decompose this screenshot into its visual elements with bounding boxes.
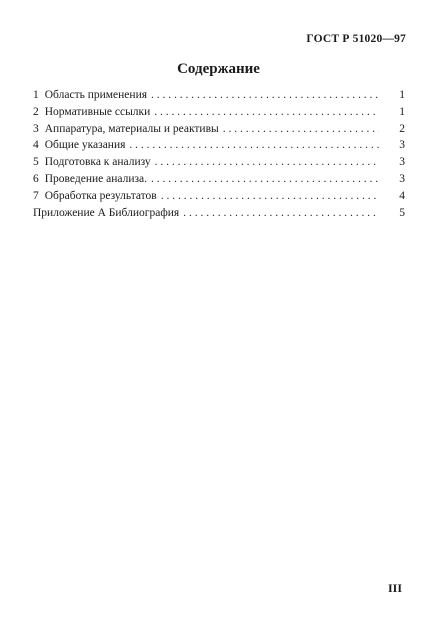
toc-entry-page: 1 bbox=[399, 105, 405, 118]
toc-entry-number: 6 bbox=[33, 172, 39, 185]
document-code: ГОСТ Р 51020—97 bbox=[306, 33, 406, 45]
toc-entry-4 bbox=[33, 139, 405, 156]
toc-dot-leader bbox=[155, 156, 379, 168]
toc-entry-title: Аппаратура, материалы и реактивы bbox=[44, 122, 219, 135]
toc-entry-5 bbox=[33, 156, 405, 173]
toc-entry-appendix bbox=[33, 207, 405, 224]
toc-entry-number: 2 bbox=[33, 105, 39, 118]
toc-entry-title: Общие указания bbox=[44, 139, 126, 152]
toc-dot-leader bbox=[183, 207, 379, 219]
toc-entry-page: 3 bbox=[399, 156, 405, 169]
toc-entry-3 bbox=[33, 123, 405, 140]
toc-entry-title: Обработка результатов bbox=[44, 189, 157, 202]
toc-entry-page: 5 bbox=[399, 206, 405, 219]
toc-entry-number: 7 bbox=[33, 189, 39, 202]
toc-entry-page: 3 bbox=[399, 172, 405, 185]
page-number: III bbox=[387, 581, 402, 595]
toc-title: Содержание bbox=[177, 61, 260, 77]
toc-entry-number: 4 bbox=[33, 139, 39, 152]
toc-entry-number: 5 bbox=[33, 156, 39, 169]
toc-entry-7 bbox=[33, 190, 405, 207]
toc-entry-number: 1 bbox=[33, 89, 39, 101]
toc-dot-leader bbox=[151, 89, 379, 101]
toc-dot-leader bbox=[129, 139, 379, 151]
toc-dot-leader bbox=[161, 190, 379, 202]
toc-entry-2 bbox=[33, 106, 405, 123]
toc-list bbox=[33, 89, 405, 223]
toc-entry-title: Нормативные ссылки bbox=[44, 105, 151, 118]
toc-entry-title: Область применения bbox=[44, 89, 148, 101]
toc-entry-number: 3 bbox=[33, 122, 39, 135]
toc-entry-page: 1 bbox=[399, 89, 405, 101]
toc-entry-page: 2 bbox=[399, 122, 405, 135]
toc-entry-6 bbox=[33, 173, 405, 190]
toc-entry-page: 3 bbox=[399, 139, 405, 152]
toc-entry-1 bbox=[33, 89, 405, 106]
toc-entry-title: Подготовка к анализу bbox=[44, 156, 151, 169]
toc-entry-title: Проведение анализа. bbox=[44, 172, 147, 185]
toc-dot-leader bbox=[151, 173, 379, 185]
toc-dot-leader bbox=[154, 106, 379, 118]
toc-dot-leader bbox=[223, 123, 379, 135]
toc-entry-title: Приложение А Библиография bbox=[33, 206, 180, 219]
toc-entry-page: 4 bbox=[399, 189, 405, 202]
